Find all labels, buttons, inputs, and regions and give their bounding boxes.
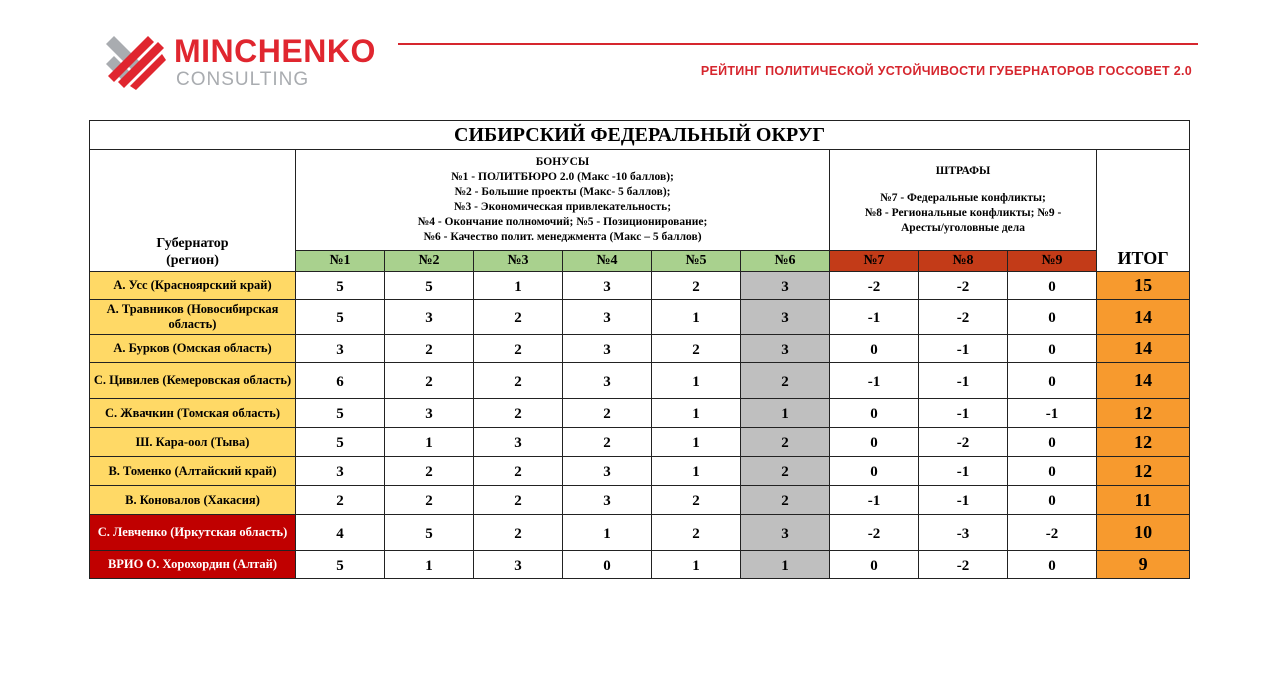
score-cell-9: 0	[1008, 428, 1097, 457]
score-cell-2: 1	[385, 428, 474, 457]
score-cell-5: 1	[652, 363, 741, 399]
bonus-legend-line: №6 - Качество полит. менеджмента (Макс – 5 баллов)	[423, 231, 702, 243]
report-title: РЕЙТИНГ ПОЛИТИЧЕСКОЙ УСТОЙЧИВОСТИ ГУБЕРНАТОРОВ ГОССОВЕТ 2.0	[700, 64, 1192, 78]
score-cell-1: 2	[296, 486, 385, 515]
score-cell-3: 2	[474, 515, 563, 551]
fine-legend-line: ШТРАФЫ	[935, 165, 991, 177]
score-cell-1: 5	[296, 551, 385, 579]
score-cell-4: 3	[563, 272, 652, 300]
score-cell-9: 0	[1008, 457, 1097, 486]
score-cell-1: 3	[296, 335, 385, 363]
bonus-legend-line: №2 - Большие проекты (Макс- 5 баллов);	[454, 186, 671, 198]
score-cell-3: 3	[474, 428, 563, 457]
score-cell-4: 3	[563, 457, 652, 486]
table-row	[90, 335, 1190, 363]
logo-stripes-icon	[104, 30, 166, 90]
governor-name-cell: С. Левченко (Иркутская область)	[90, 515, 296, 551]
column-header-1: №1	[296, 251, 385, 272]
column-header-8: №8	[919, 251, 1008, 272]
bonus-legend-line: №1 - ПОЛИТБЮРО 2.0 (Макс -10 баллов);	[451, 171, 674, 183]
score-cell-7: -2	[830, 272, 919, 300]
score-cell-3: 2	[474, 300, 563, 335]
score-cell-7: 0	[830, 335, 919, 363]
brand-name: MINCHENKO	[174, 33, 376, 69]
table-row	[90, 551, 1190, 579]
bonus-legend-line: БОНУСЫ	[535, 156, 590, 168]
table-row	[90, 457, 1190, 486]
score-cell-6: 3	[741, 300, 830, 335]
score-cell-5: 2	[652, 515, 741, 551]
total-cell: 11	[1097, 486, 1190, 515]
score-cell-4: 1	[563, 515, 652, 551]
total-cell: 12	[1097, 428, 1190, 457]
score-cell-8: -3	[919, 515, 1008, 551]
score-cell-1: 5	[296, 272, 385, 300]
score-cell-8: -1	[919, 363, 1008, 399]
column-header-5: №5	[652, 251, 741, 272]
fine-legend-line: №7 - Федеральные конфликты;	[880, 192, 1046, 204]
total-cell: 14	[1097, 335, 1190, 363]
brand-subtitle: CONSULTING	[176, 69, 310, 90]
score-cell-8: -1	[919, 486, 1008, 515]
score-cell-1: 5	[296, 428, 385, 457]
table-row	[90, 428, 1190, 457]
score-cell-8: -1	[919, 457, 1008, 486]
governor-name-cell: С. Жвачкин (Томская область)	[90, 399, 296, 428]
score-cell-9: 0	[1008, 551, 1097, 579]
score-cell-2: 5	[385, 272, 474, 300]
total-cell: 9	[1097, 551, 1190, 579]
score-cell-3: 1	[474, 272, 563, 300]
governor-name-cell: Ш. Кара-оол (Тыва)	[90, 428, 296, 457]
score-cell-1: 6	[296, 363, 385, 399]
score-cell-6: 2	[741, 428, 830, 457]
score-cell-6: 2	[741, 486, 830, 515]
score-cell-2: 3	[385, 300, 474, 335]
score-cell-8: -1	[919, 335, 1008, 363]
score-cell-8: -2	[919, 428, 1008, 457]
score-cell-6: 3	[741, 335, 830, 363]
table-row	[90, 515, 1190, 551]
score-cell-6: 1	[741, 399, 830, 428]
governor-name-cell: А. Усс (Красноярский край)	[90, 272, 296, 300]
governor-name-cell: ВРИО О. Хорохордин (Алтай)	[90, 551, 296, 579]
score-cell-8: -2	[919, 551, 1008, 579]
governor-name-cell: А. Бурков (Омская область)	[90, 335, 296, 363]
score-cell-3: 2	[474, 399, 563, 428]
total-cell: 15	[1097, 272, 1190, 300]
score-cell-6: 2	[741, 457, 830, 486]
column-header-2: №2	[385, 251, 474, 272]
governor-name-cell: В. Коновалов (Хакасия)	[90, 486, 296, 515]
score-cell-2: 5	[385, 515, 474, 551]
score-cell-9: 0	[1008, 486, 1097, 515]
total-cell: 12	[1097, 399, 1190, 428]
score-cell-9: 0	[1008, 272, 1097, 300]
governor-name-cell: А. Травников (Новосибирская область)	[90, 300, 296, 335]
score-cell-4: 3	[563, 363, 652, 399]
score-cell-7: -1	[830, 363, 919, 399]
table-row	[90, 300, 1190, 335]
score-cell-3: 2	[474, 457, 563, 486]
total-cell: 14	[1097, 300, 1190, 335]
score-cell-2: 2	[385, 486, 474, 515]
governor-name-cell: В. Томенко (Алтайский край)	[90, 457, 296, 486]
score-cell-2: 2	[385, 363, 474, 399]
score-cell-5: 1	[652, 551, 741, 579]
bonus-legend-line: №3 - Экономическая привлекательность;	[453, 201, 672, 213]
score-cell-4: 0	[563, 551, 652, 579]
score-cell-3: 2	[474, 486, 563, 515]
column-header-4: №4	[563, 251, 652, 272]
score-cell-4: 3	[563, 335, 652, 363]
district-title: СИБИРСКИЙ ФЕДЕРАЛЬНЫЙ ОКРУГ	[90, 121, 1190, 150]
score-cell-7: -2	[830, 515, 919, 551]
total-column-header: ИТОГ	[1097, 150, 1190, 272]
table-row	[90, 363, 1190, 399]
governor-name-cell: С. Цивилев (Кемеровская область)	[90, 363, 296, 399]
score-cell-7: -1	[830, 300, 919, 335]
column-header-6: №6	[741, 251, 830, 272]
score-cell-8: -1	[919, 399, 1008, 428]
score-cell-3: 2	[474, 363, 563, 399]
column-header-7: №7	[830, 251, 919, 272]
score-cell-9: 0	[1008, 363, 1097, 399]
total-cell: 10	[1097, 515, 1190, 551]
header-divider	[398, 43, 1198, 45]
column-header-9: №9	[1008, 251, 1097, 272]
score-cell-2: 1	[385, 551, 474, 579]
score-cell-5: 2	[652, 486, 741, 515]
score-cell-5: 1	[652, 428, 741, 457]
company-logo	[104, 30, 384, 92]
score-cell-2: 2	[385, 335, 474, 363]
fine-legend-line: №8 - Региональные конфликты; №9 -	[864, 207, 1062, 219]
score-cell-7: -1	[830, 486, 919, 515]
table-row	[90, 399, 1190, 428]
score-cell-9: -2	[1008, 515, 1097, 551]
score-cell-5: 2	[652, 335, 741, 363]
score-cell-6: 1	[741, 551, 830, 579]
rating-table	[89, 120, 1190, 579]
score-cell-4: 3	[563, 300, 652, 335]
score-cell-1: 5	[296, 399, 385, 428]
total-cell: 14	[1097, 363, 1190, 399]
score-cell-1: 5	[296, 300, 385, 335]
region-header-line: (регион)	[166, 253, 219, 268]
score-cell-8: -2	[919, 300, 1008, 335]
governor-header-line: Губернатор	[156, 236, 229, 251]
score-cell-8: -2	[919, 272, 1008, 300]
score-cell-1: 3	[296, 457, 385, 486]
score-cell-2: 2	[385, 457, 474, 486]
score-cell-7: 0	[830, 551, 919, 579]
bonus-legend	[296, 150, 830, 251]
score-cell-4: 2	[563, 399, 652, 428]
fine-legend	[830, 150, 1097, 251]
bonus-legend-line: №4 - Окончание полномочий; №5 - Позиционирование;	[417, 216, 708, 228]
score-cell-7: 0	[830, 428, 919, 457]
total-cell: 12	[1097, 457, 1190, 486]
score-cell-5: 2	[652, 272, 741, 300]
governor-column-header	[90, 150, 296, 272]
score-cell-3: 3	[474, 551, 563, 579]
score-cell-1: 4	[296, 515, 385, 551]
column-header-3: №3	[474, 251, 563, 272]
score-cell-9: 0	[1008, 300, 1097, 335]
table-row	[90, 486, 1190, 515]
score-cell-9: -1	[1008, 399, 1097, 428]
score-cell-4: 2	[563, 428, 652, 457]
score-cell-3: 2	[474, 335, 563, 363]
score-cell-6: 3	[741, 272, 830, 300]
fine-legend-line	[832, 179, 1094, 191]
table-row	[90, 272, 1190, 300]
score-cell-9: 0	[1008, 335, 1097, 363]
score-cell-7: 0	[830, 399, 919, 428]
score-cell-4: 3	[563, 486, 652, 515]
score-cell-6: 3	[741, 515, 830, 551]
score-cell-5: 1	[652, 300, 741, 335]
score-cell-7: 0	[830, 457, 919, 486]
score-cell-6: 2	[741, 363, 830, 399]
fine-legend-line: Аресты/уголовные дела	[901, 222, 1025, 234]
score-cell-2: 3	[385, 399, 474, 428]
score-cell-5: 1	[652, 399, 741, 428]
score-cell-5: 1	[652, 457, 741, 486]
